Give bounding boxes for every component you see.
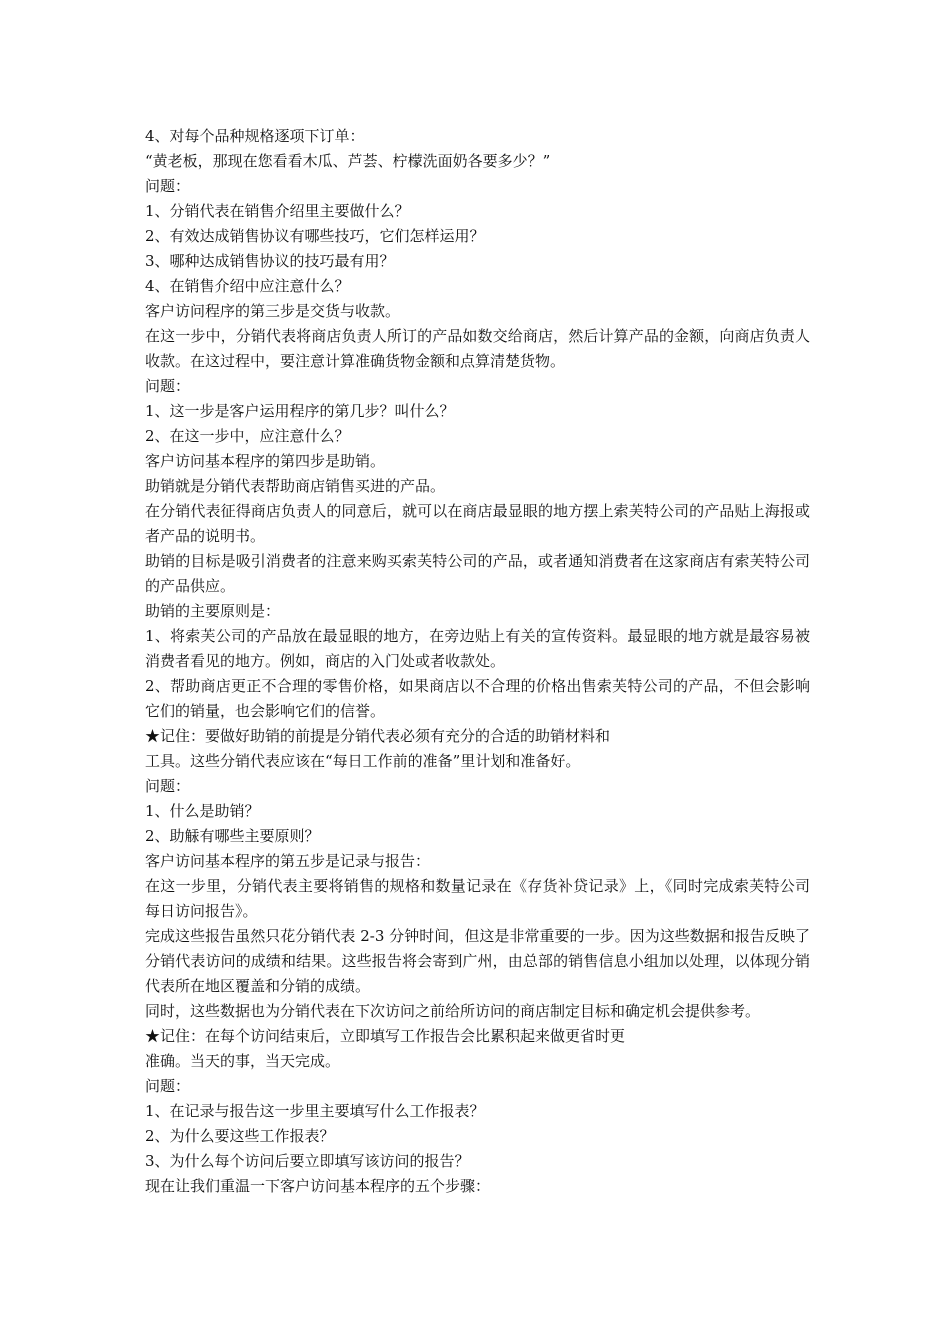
paragraph: 问题：: [145, 377, 191, 395]
paragraph: 1、分销代表在销售介绍里主要做什么？: [145, 202, 410, 220]
paragraph: 准确。当天的事，当天完成。: [145, 1052, 341, 1070]
paragraph: 在这一步中，分销代表将商店负责人所订的产品如数交给商店，然后计算产品的金额，向商店负责人收款。在这过程中，要注意计算准确货物金额和点算清楚货物。: [145, 327, 810, 370]
paragraph: 1、在记录与报告这一步里主要填写什么工作报表？: [145, 1102, 485, 1120]
paragraph: 客户访问基本程序的第五步是记录与报告：: [145, 852, 431, 870]
paragraph: 助销就是分销代表帮助商店销售买进的产品。: [145, 477, 446, 495]
paragraph: 客户访问程序的第三步是交货与收款。: [145, 302, 401, 320]
paragraph: 2、在这一步中，应注意什么？: [145, 427, 350, 445]
paragraph: 1、将索芙公司的产品放在最显眼的地方，在旁边贴上有关的宣传资料。最显眼的地方就是最容易被消费者看见的地方。例如，商店的入门处或者收款处。: [145, 627, 810, 670]
paragraph: 助销的主要原则是：: [145, 602, 281, 620]
paragraph: 问题：: [145, 777, 191, 795]
paragraph: 1、这一步是客户运用程序的第几步？叫什么？: [145, 402, 455, 420]
paragraph: 工具。这些分销代表应该在“每日工作前的准备”里计划和准备好。: [145, 752, 581, 770]
paragraph: 完成这些报告虽然只花分销代表 2-3 分钟时间，但这是非常重要的一步。因为这些数据和报告反映了分销代表访问的成绩和结果。这些报告将会寄到广州，由总部的销售信息小组加以处理，以体现分销代表所在地区覆盖和分销的成绩。: [145, 927, 810, 995]
paragraph: 4、在销售介绍中应注意什么？: [145, 277, 350, 295]
paragraph: 3、哪种达成销售协议的技巧最有用？: [145, 252, 395, 270]
paragraph: 助销的目标是吸引消费者的注意来购买索芙特公司的产品，或者通知消费者在这家商店有索芙特公司的产品供应。: [145, 552, 810, 595]
paragraph: 2、助觨有哪些主要原则？: [145, 827, 320, 845]
paragraph: 2、为什么要这些工作报表？: [145, 1127, 335, 1145]
paragraph: 在这一步里，分销代表主要将销售的规格和数量记录在《存货补贷记录》上，《同时完成索芙特公司每日访问报告》。: [145, 877, 810, 920]
paragraph: 问题：: [145, 1077, 191, 1095]
document-body: [145, 124, 810, 1199]
paragraph: 1、什么是助销？: [145, 802, 260, 820]
paragraph: 同时，这些数据也为分销代表在下次访问之前给所访问的商店制定目标和确定机会提供参考。: [145, 1002, 761, 1020]
paragraph: 2、有效达成销售协议有哪些技巧，它们怎样运用？: [145, 227, 485, 245]
paragraph: “黄老板，那现在您看看木瓜、芦荟、柠檬洗面奶各要多少？”: [145, 152, 551, 170]
paragraph: 现在让我们重温一下客户访问基本程序的五个步骤：: [145, 1177, 491, 1195]
paragraph: ★记住：要做好助销的前提是分销代表必须有充分的合适的助销材料和: [145, 727, 611, 745]
paragraph: 客户访问基本程序的第四步是助销。: [145, 452, 386, 470]
paragraph: 3、为什么每个访问后要立即填写该访问的报告？: [145, 1152, 470, 1170]
paragraph: 4、对每个品种规格逐项下订单：: [145, 127, 365, 145]
paragraph: 在分销代表征得商店负责人的同意后，就可以在商店最显眼的地方摆上索芙特公司的产品贴上海报或者产品的说明书。: [145, 502, 810, 545]
paragraph: ★记住：在每个访问结束后，立即填写工作报告会比累积起来做更省时更: [145, 1027, 626, 1045]
paragraph: 2、帮助商店更正不合理的零售价格，如果商店以不合理的价格出售索芙特公司的产品，不但会影响它们的销量，也会影响它们的信誉。: [145, 677, 810, 720]
paragraph: 问题：: [145, 177, 191, 195]
